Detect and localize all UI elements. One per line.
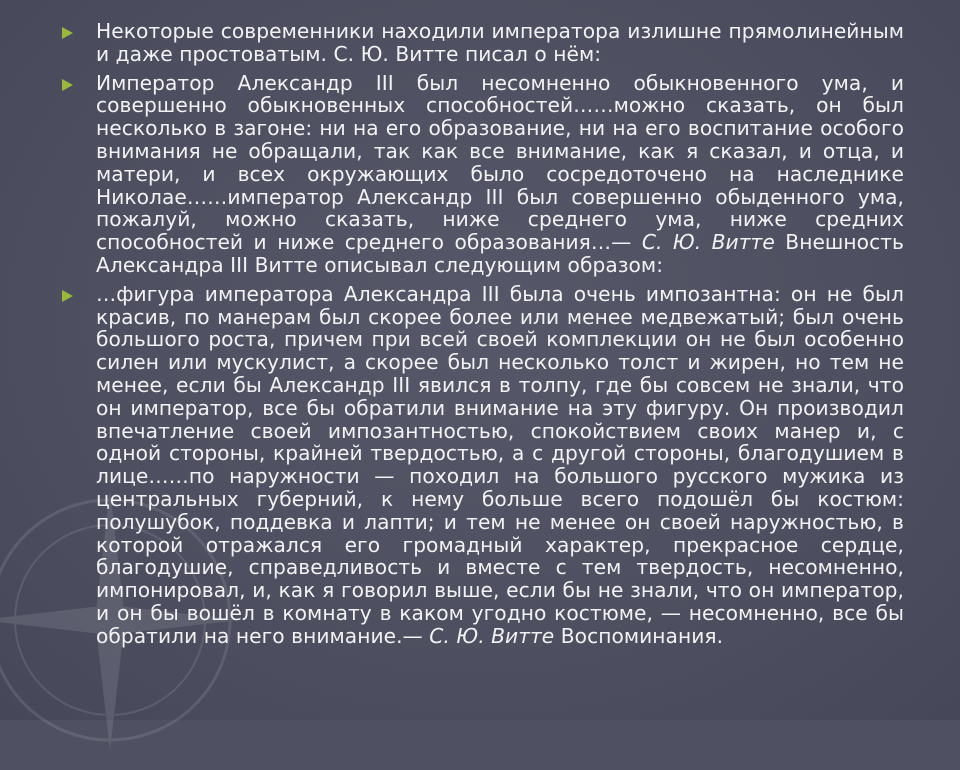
bullet-item-1 <box>62 20 904 66</box>
bullet-1-text: Некоторые современники находили императора излишне прямолинейным и даже простоватым. С. Ю. Витте писал о нём: <box>96 19 904 66</box>
bullet-2-text-tail: Внешность Александра III Витте описывал следующим образом: <box>96 230 904 277</box>
bullet-text-1 <box>96 20 904 66</box>
bullet-2-text-main: Император Александр III был несомненно обыкновенного ума, и совершенно обыкновенных способностей……можно сказать, он был несколько в загоне: ни на его образование, ни на его воспитание особого внимания не обращали, так как все внимание, как я сказал, и отца, и матери, и всех окружающих было сосредоточено на наследнике Николае……император Александр III был совершенно обыденного ума, пожалуй, можно сказать, ниже среднего ума, ниже средних способностей и ниже среднего образования…— <box>96 70 904 255</box>
bullet-2-author: С. Ю. Витте <box>641 230 775 255</box>
bullet-item-2 <box>62 72 904 277</box>
bullet-text-2 <box>96 72 904 277</box>
bullet-text-3 <box>96 283 904 648</box>
bullet-3-text-main: …фигура императора Александра III была очень импозантна: он не был красив, по манерам был скорее более или менее медвежатый; был очень большого роста, причем при всей своей комплекции он не был особенно силен или мускулист, а скорее был несколько толст и жирен, но тем не менее, если бы Александр III явился в толпу, где бы совсем не знали, что он император, все бы обратили внимание на эту фигуру. Он производил впечатление своей импозантностью, спокойствием своих манер и, с одной стороны, крайней твердостью, а с другой стороны, благодушием в лице……по наружности — походил на большого русского мужика из центральных губерний, к нему больше всего подошёл бы костюм: полушубок, поддевка и лапти; и тем не менее он своей наружностью, в которой отражался его громадный характер, прекрасное сердце, благодушие, справедливость и вместе с тем твердость, несомненно, импонировал, и, как я говорил выше, если бы не знали, что он император, и он бы вошёл в комнату в каком угодно костюме, — несомненно, все бы обратили на него внимание.— <box>96 281 904 648</box>
bullet-arrow-icon <box>62 27 73 39</box>
bullet-arrow-icon <box>62 290 73 302</box>
bullet-arrow-icon <box>62 79 73 91</box>
bullet-3-author: С. Ю. Витте <box>429 623 555 648</box>
slide-content <box>62 20 904 654</box>
bullet-item-3 <box>62 283 904 648</box>
bullet-3-text-tail: Воспоминания. <box>554 623 724 648</box>
